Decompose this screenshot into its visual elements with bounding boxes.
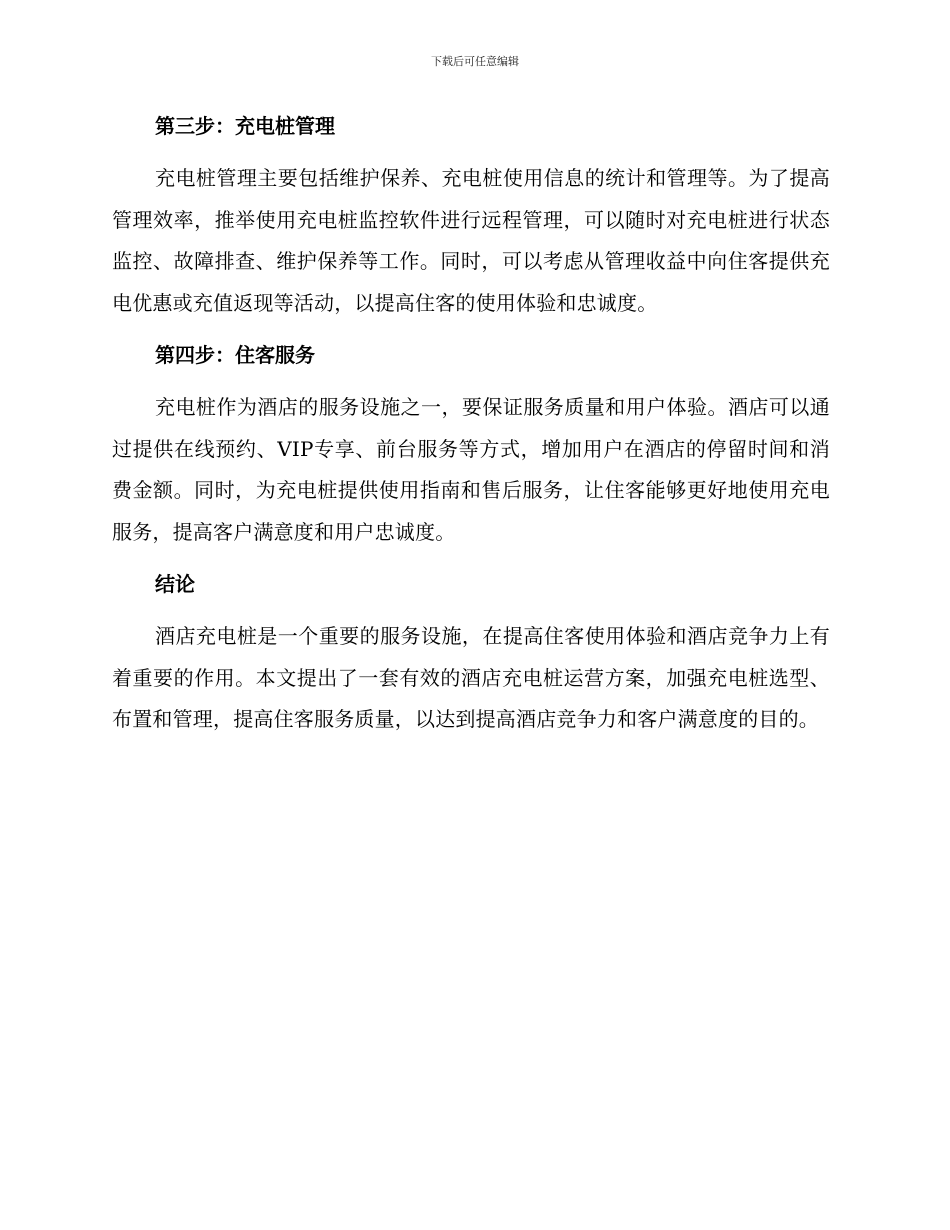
section-heading: 结论	[155, 572, 195, 596]
document-body	[112, 108, 830, 754]
section-paragraph: 充电桩作为酒店的服务设施之一，要保证服务质量和用户体验。酒店可以通过提供在线预约、VIP专享、前台服务等方式，增加用户在酒店的停留时间和消费金额。同时，为充电桩提供使用指南和售后服务，让住客能够更好地使用充电服务，提高客户满意度和用户忠诚度。	[112, 395, 830, 544]
section-heading: 第四步：住客服务	[155, 343, 315, 367]
section-heading: 第三步：充电桩管理	[155, 114, 335, 138]
section-paragraph: 充电桩管理主要包括维护保养、充电桩使用信息的统计和管理等。为了提高管理效率，推举使用充电桩监控软件进行远程管理，可以随时对充电桩进行状态监控、故障排查、维护保养等工作。同时，可以考虑从管理收益中向住客提供充电优惠或充值返现等活动，以提高住客的使用体验和忠诚度。	[112, 166, 830, 315]
section-paragraph: 酒店充电桩是一个重要的服务设施，在提高住客使用体验和酒店竞争力上有着重要的作用。本文提出了一套有效的酒店充电桩运营方案，加强充电桩选型、布置和管理，提高住客服务质量，以达到提高酒店竞争力和客户满意度的目的。	[112, 624, 830, 731]
header-note: 下载后可任意编辑	[431, 55, 519, 68]
section-step-four	[112, 337, 830, 553]
section-step-three	[112, 108, 830, 324]
section-conclusion	[112, 566, 830, 741]
